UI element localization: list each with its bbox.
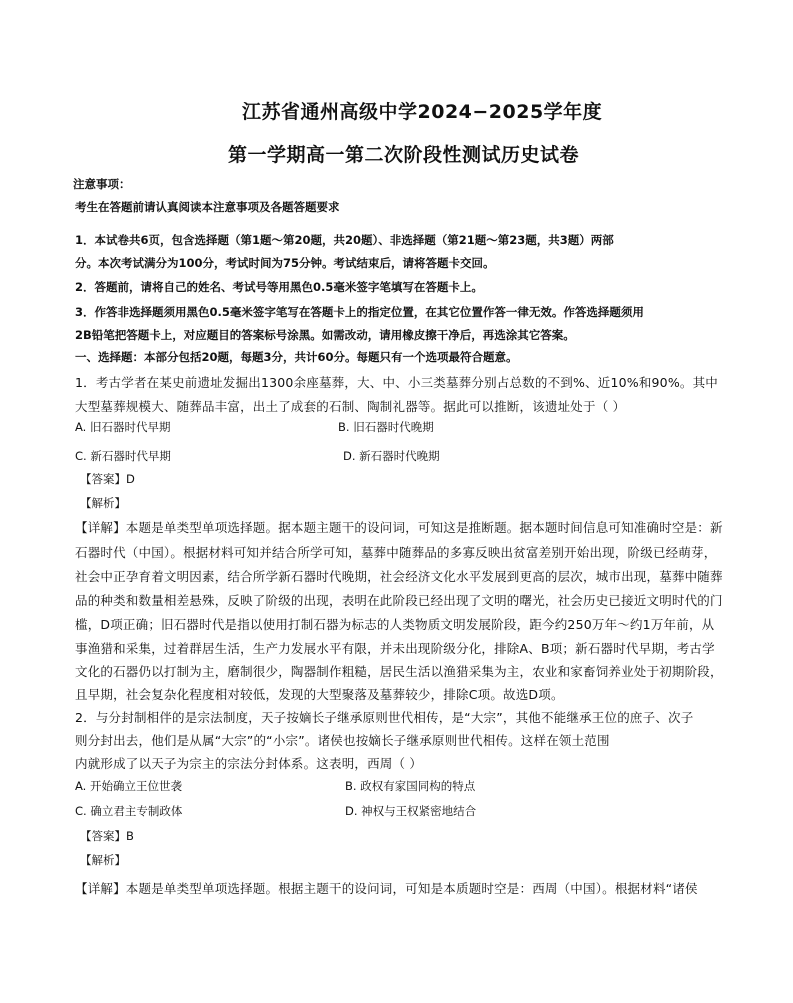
q2-detail-line: 【详解】本题是单类型单项选择题。根据主题干的设问词，可知是本质题时空是：西周（中国）。根据材料“诸侯 [75, 881, 698, 896]
q2-option-b: B. 政权有家国同构的特点 [345, 779, 476, 793]
q2-stem-line: 2．与分封制相伴的是宗法制度，天子按嫡长子继承原则世代相传，是“大宗”，其他不能继承王位的庶子、次子 [75, 710, 694, 725]
notice-item: 2．答题前，请将自己的姓名、考试号等用黑色0.5毫米签字笔填写在答题卡上。 [75, 280, 483, 294]
q1-detail-line: 事渔猎和采集，过着群居生活，生产力发展水平有限，并未出现阶级分化，排除A、B项；新石器时代早期，考古学 [75, 641, 715, 656]
q1-detail-line: 石器时代（中国）。根据材料可知并结合所学可知，墓葬中随葬品的多寡反映出贫富差别开始出现，阶级已经萌芽， [75, 545, 717, 560]
q1-option-a: A. 旧石器时代早期 [75, 420, 171, 434]
q1-detail-line: 社会中正孕育着文明因素，结合所学新石器时代晚期，社会经济文化水平发展到更高的层次，城市出现，墓葬中随葬 [75, 569, 723, 584]
notice-item: 1．本试卷共6页，包含选择题（第1题～第20题，共20题）、非选择题（第21题～第23题，共3题）两部 [75, 233, 614, 247]
q1-option-b: B. 旧石器时代晚期 [338, 420, 434, 434]
q1-detail-line: 且早期，社会复杂化程度相对较低，发现的大型聚落及墓葬较少，排除C项。故选D项。 [75, 687, 564, 702]
q1-detail-line: 槛，D项正确；旧石器时代是指以使用打制石器为标志的人类物质文明发展阶段，距今约250万年～约1万年前，从 [75, 617, 715, 632]
notice-heading: 注意事项： [73, 177, 131, 191]
title-line-2: 第一学期高一第二次阶段性测试历史试卷 [228, 144, 580, 166]
notice-intro: 考生在答题前请认真阅读本注意事项及各题答题要求 [75, 200, 340, 214]
q2-stem-line: 则分封出去，他们是从属“大宗”的“小宗”。诸侯也按嫡长子继承原则世代相传。这样在领土范围 [75, 733, 610, 748]
q2-stem-line: 内就形成了以天子为宗主的宗法分封体系。这表明，西周（ ） [75, 756, 423, 771]
q1-option-d: D. 新石器时代晚期 [343, 449, 440, 463]
notice-item: 分。本次考试满分为100分，考试时间为75分钟。考试结束后，请将答题卡交回。 [75, 256, 495, 270]
q1-analysis-label: 【解析】 [80, 496, 126, 510]
title-line-1: 江苏省通州高级中学2024−2025学年度 [242, 101, 603, 123]
notice-item: 2B铅笔把答题卡上，对应题目的答案标号涂黑。如需改动，请用橡皮擦干净后，再选涂其它答案。 [75, 328, 575, 342]
q1-stem-line: 大型墓葬规模大、随葬品丰富，出土了成套的石制、陶制礼器等。据此可以推断，该遗址处于（ ） [75, 399, 626, 414]
q1-option-c: C. 新石器时代早期 [75, 449, 171, 463]
q2-answer: 【答案】B [80, 829, 134, 843]
q1-detail-line: 品的种类和数量相差悬殊，反映了阶级的出现，表明在此阶段已经出现了文明的曙光，社会历史已接近文明时代的门 [75, 593, 723, 608]
q2-option-a: A. 开始确立王位世袭 [75, 779, 182, 793]
section-heading: 一、选择题：本部分包括20题，每题3分，共计60分。每题只有一个选项最符合题意。 [75, 350, 518, 364]
q1-detail-line: 文化的石器仍以打制为主，磨制很少，陶器制作粗糙，居民生活以渔猎采集为主，农业和家畜饲养业处于初期阶段， [75, 664, 723, 679]
notice-item: 3．作答非选择题须用黑色0.5毫米签字笔写在答题卡上的指定位置，在其它位置作答一律无效。作答选择题须用 [75, 305, 644, 319]
q2-analysis-label: 【解析】 [80, 853, 126, 867]
q2-option-c: C. 确立君主专制政体 [75, 804, 183, 818]
q1-detail-line: 【详解】本题是单类型单项选择题。据本题主题干的设问词，可知这是推断题。据本题时间信息可知准确时空是：新 [75, 520, 723, 535]
q2-option-d: D. 神权与王权紧密地结合 [345, 804, 477, 818]
q1-answer: 【答案】D [80, 472, 135, 486]
q1-stem-line: 1．考古学者在某史前遗址发掘出1300余座墓葬，大、中、小三类墓葬分别占总数的不到%、近10%和90%。其中 [75, 375, 719, 390]
